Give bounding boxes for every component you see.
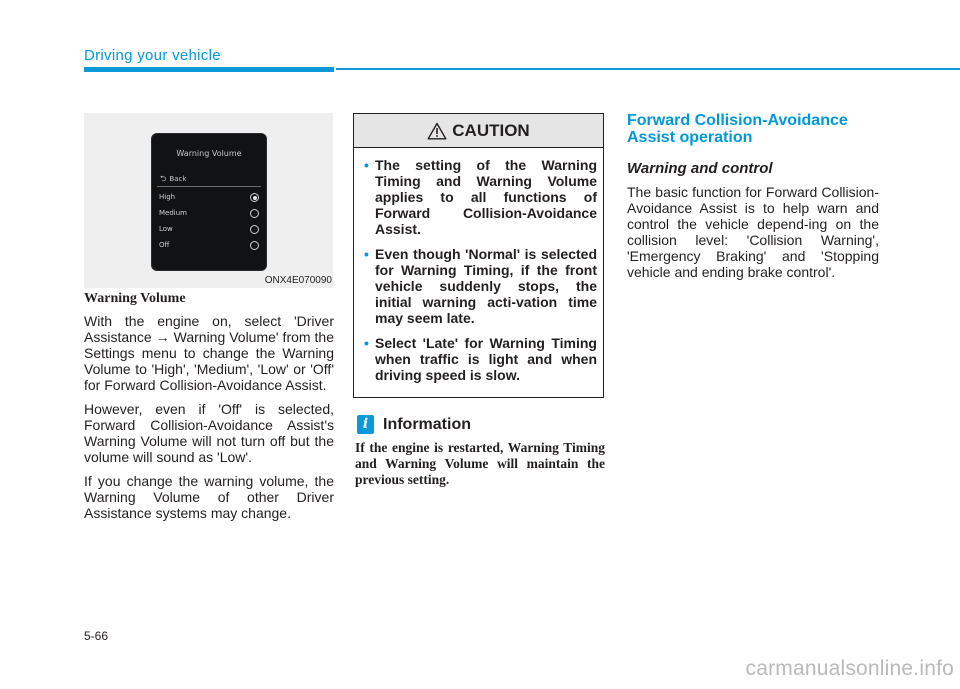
back-button[interactable] (160, 173, 186, 187)
warning-volume-section (84, 291, 334, 529)
caution-item: • Select 'Late' for Warning Timing when traffic is light and when driving speed is slow. (364, 335, 597, 383)
section-title: Driving your vehicle (84, 47, 221, 64)
back-label: Back (169, 175, 187, 183)
radio-icon[interactable] (250, 225, 259, 234)
caution-list (354, 148, 603, 383)
settings-screen (151, 133, 267, 271)
screen-divider (157, 186, 261, 187)
caution-item: • The setting of the Warning Timing and Warning Volume applies to all functions of Forward Collision-Avoidance Assist. (364, 157, 597, 237)
option-label: Medium (159, 209, 187, 217)
page-number: 5-66 (84, 629, 109, 643)
info-icon: i (357, 415, 374, 434)
operation-subheading: Warning and control (627, 160, 773, 177)
caution-header (354, 114, 603, 148)
watermark: carmanualsonline.info (745, 657, 954, 680)
header-rule (336, 68, 960, 70)
operation-section (627, 112, 879, 288)
volume-options (157, 189, 261, 253)
header-bar-accent (84, 67, 334, 72)
option-low[interactable] (157, 221, 261, 237)
caution-box (353, 113, 604, 398)
warning-volume-heading: Warning Volume (84, 291, 186, 306)
back-arrow-icon: ⮌ (160, 174, 167, 183)
warning-volume-figure (84, 113, 333, 288)
operation-body: The basic function for Forward Collision-Avoidance Assist is to help warn and control the vehicle depend-ing on the collision level: 'Collision Warning', 'Emergency Braking' and 'Stopping vehicle and ending brake control'. (627, 184, 879, 280)
radio-icon[interactable] (250, 241, 259, 250)
figure-code: ONX4E070090 (264, 275, 332, 286)
option-off[interactable] (157, 237, 261, 253)
paragraph: With the engine on, select 'Driver Assistance → Warning Volume' from the Settings menu to change the Warning Volume to 'High', 'Medium', 'Low' or 'Off' for Forward Collision-Avoidance Assist. (84, 313, 334, 393)
option-label: Low (159, 225, 173, 233)
option-medium[interactable] (157, 205, 261, 221)
information-header (357, 415, 471, 434)
option-high[interactable] (157, 189, 261, 205)
paragraph: However, even if 'Off' is selected, Forward Collision-Avoidance Assist's Warning Volume will not turn off but the volume will sound as 'Low'. (84, 401, 334, 465)
information-body: If the engine is restarted, Warning Timing and Warning Volume will maintain the previous setting. (355, 440, 605, 487)
radio-icon[interactable] (250, 209, 259, 218)
information-title: Information (383, 415, 471, 433)
operation-heading: Forward Collision-Avoidance Assist operation (627, 112, 848, 146)
caution-title: CAUTION (452, 120, 530, 140)
warning-triangle-icon (427, 122, 447, 140)
paragraph: If you change the warning volume, the Warning Volume of other Driver Assistance systems may change. (84, 473, 334, 521)
caution-item: • Even though 'Normal' is selected for Warning Timing, if the front vehicle suddenly stops, the initial warning acti-vation time may seem late. (364, 246, 597, 326)
radio-selected-icon[interactable] (250, 193, 259, 202)
option-label: Off (159, 241, 170, 249)
screen-title: Warning Volume (176, 149, 242, 158)
option-label: High (159, 193, 176, 201)
